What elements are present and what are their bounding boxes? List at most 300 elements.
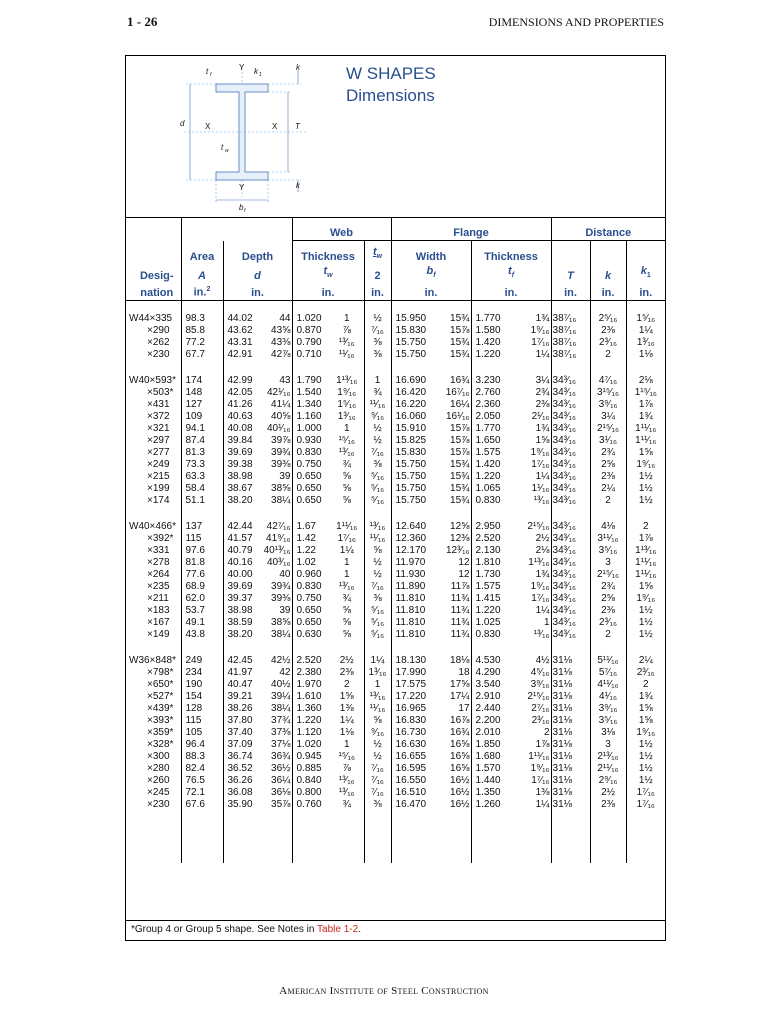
table-cell: 1	[364, 375, 391, 387]
table-cell: 38⁷⁄₁₆	[551, 325, 590, 337]
table-cell: 3⁵⁄₁₆	[590, 715, 626, 727]
svg-text:k: k	[296, 181, 300, 190]
table-cell: 1.120	[292, 727, 330, 739]
table-cell: 34³⁄₁₆	[551, 545, 590, 557]
table-cell: 1	[343, 313, 350, 325]
table-cell: 42.91	[223, 349, 259, 361]
table-cell: 11.810	[391, 605, 436, 617]
table-cell: 1¹¹⁄₁₆	[626, 435, 665, 447]
table-cell: 1¼	[535, 605, 550, 617]
table-cell: 1¼	[535, 799, 550, 811]
table-cell: ⅜	[364, 799, 391, 811]
table-cell: 34³⁄₁₆	[551, 435, 590, 447]
table-cell: 40.63	[223, 411, 259, 423]
table-cell: 31⅛	[551, 691, 590, 703]
table-cell: ½	[364, 435, 391, 447]
table-cell: 40	[279, 569, 291, 581]
table-cell: 16⅝	[450, 751, 470, 763]
table-cell: 1³⁄₁₆	[364, 667, 391, 679]
svg-text:t: t	[206, 67, 209, 76]
table-cell: 2⅛	[626, 375, 665, 387]
table-cell: 41.57	[223, 533, 259, 545]
table-cell: 3	[590, 739, 626, 751]
table-cell: 38¼	[271, 629, 291, 641]
table-cell: 1¹³⁄₁₆	[626, 545, 665, 557]
table-cell: ¹³⁄₁₆	[338, 581, 355, 593]
table-cell: 1³⁄₁₆	[337, 411, 356, 423]
table-cell: 43.8	[181, 629, 223, 641]
table-cell: 2⁹⁄₁₆	[590, 775, 626, 787]
svg-text:w: w	[225, 148, 229, 154]
table-cell: 3.540	[471, 679, 509, 691]
table-cell: ⅝	[342, 471, 351, 483]
table-cell: ×392*	[147, 533, 174, 545]
table-cell: 1⁹⁄₁₆	[626, 593, 665, 605]
table-cell: 1⁹⁄₁₆	[626, 727, 665, 739]
table-row	[126, 533, 665, 545]
table-cell: 2⅝	[590, 593, 626, 605]
table-cell: 49.1	[181, 617, 223, 629]
table-cell: 2⅜	[590, 325, 626, 337]
table-row	[126, 495, 665, 507]
table-cell: 31⅛	[551, 763, 590, 775]
table-cell: 34³⁄₁₆	[551, 483, 590, 495]
table-cell: 15.910	[391, 423, 436, 435]
table-cell: 42.99	[223, 375, 259, 387]
table-cell: 11.890	[391, 581, 436, 593]
table-cell: 128	[181, 703, 223, 715]
table-cell: 12.360	[391, 533, 436, 545]
table-cell: 36½	[271, 763, 291, 775]
table-cell: 38¼	[271, 703, 291, 715]
table-cell: ⅝	[342, 495, 351, 507]
table-cell: ⁷⁄₁₆	[364, 787, 391, 799]
table-cell: ¹³⁄₁₆	[338, 787, 355, 799]
table-cell: 1¹³⁄₁₆	[528, 557, 550, 569]
table-cell: 16⅝	[450, 739, 470, 751]
table-row	[126, 655, 665, 667]
table-cell: 4½	[535, 655, 550, 667]
table-cell: ⁹⁄₁₆	[364, 411, 391, 423]
table-cell: ×199	[147, 483, 170, 495]
table-cell: 34³⁄₁₆	[551, 533, 590, 545]
table-cell: 2⅛	[535, 545, 550, 557]
table-cell: 11¾	[450, 593, 470, 605]
table-cell: 1.790	[292, 375, 330, 387]
table-cell: ×321	[147, 423, 170, 435]
table-cell: 1⁹⁄₁₆	[337, 387, 357, 399]
table-cell: ⁵⁄₁₆	[364, 605, 391, 617]
table-cell: 16.550	[391, 775, 436, 787]
table-cell: 2.200	[471, 715, 509, 727]
table-cell: 31⅛	[551, 667, 590, 679]
table-cell: 16.690	[391, 375, 436, 387]
table-cell: 2³⁄₁₆	[531, 715, 550, 727]
table-cell: 40½	[271, 679, 291, 691]
table-cell: ¹³⁄₁₆	[533, 495, 550, 507]
table-cell: 1⅝	[535, 435, 550, 447]
table-cell: 115	[181, 533, 223, 545]
table-cell: 1⅝	[626, 447, 665, 459]
table-cell: ⅝	[342, 617, 351, 629]
table-cell: 36.74	[223, 751, 259, 763]
table-cell: 63.3	[181, 471, 223, 483]
table-cell: 41¼	[271, 399, 291, 411]
table-cell: ¹³⁄₁₆	[364, 521, 391, 533]
table-cell: 31⅛	[551, 715, 590, 727]
table-cell: ¾	[342, 459, 351, 471]
table-cell: 1⅜	[339, 703, 354, 715]
table-cell: 2.050	[471, 411, 509, 423]
table-cell: 42½	[271, 655, 291, 667]
table-cell: 4¹⁄₁₆	[590, 691, 626, 703]
table-cell: 0.945	[292, 751, 330, 763]
table-cell: 1.220	[471, 471, 509, 483]
table-cell: 34³⁄₁₆	[551, 459, 590, 471]
table-cell: 38⁷⁄₁₆	[551, 313, 590, 325]
table-cell: 16¹⁄₁₆	[445, 411, 470, 423]
table-cell: 0.840	[292, 775, 330, 787]
table-cell: 42⁷⁄₁₆	[266, 521, 291, 533]
table-cell: 34³⁄₁₆	[551, 605, 590, 617]
table-cell: 1.810	[471, 557, 509, 569]
table-cell: 1¾	[535, 423, 550, 435]
table-cell: ×297	[147, 435, 170, 447]
table-cell: 1	[343, 739, 350, 751]
table-cell: 1.020	[292, 739, 330, 751]
table-cell: 76.5	[181, 775, 223, 787]
table-cell: 0.750	[292, 593, 330, 605]
table-cell: 15.750	[391, 483, 436, 495]
table-cell: 36⅛	[271, 787, 291, 799]
table-cell: 40.00	[223, 569, 259, 581]
svg-text:f: f	[210, 72, 212, 78]
table-cell: 2½	[535, 533, 550, 545]
table-cell: 154	[181, 691, 223, 703]
table-cell: ¹⁵⁄₁₆	[338, 751, 356, 763]
table-cell: ½	[364, 313, 391, 325]
table-cell: 39¼	[271, 691, 291, 703]
table-cell: 16.655	[391, 751, 436, 763]
table-cell: 1.020	[292, 313, 330, 325]
svg-text:t: t	[221, 143, 224, 152]
table-cell: 36.08	[223, 787, 259, 799]
table-cell: 1.22	[292, 545, 330, 557]
table-cell: 2	[543, 727, 550, 739]
table-cell: 42.44	[223, 521, 259, 533]
table-cell: 1⁹⁄₁₆	[626, 459, 665, 471]
table-cell: 12.640	[391, 521, 436, 533]
table-cell: 11.970	[391, 557, 436, 569]
table-cell: ×211	[147, 593, 169, 605]
svg-text:1: 1	[259, 72, 262, 78]
table-cell: ⅝	[342, 483, 351, 495]
table-cell: 43.31	[223, 337, 259, 349]
table-cell: 2½	[590, 787, 626, 799]
table-cell: 34³⁄₁₆	[551, 629, 590, 641]
table-cell: 39⅜	[271, 593, 291, 605]
table-cell: 18	[458, 667, 470, 679]
svg-text:Y: Y	[239, 183, 245, 192]
table-cell: 1.440	[471, 775, 509, 787]
table-cell: 5⁷⁄₁₆	[590, 667, 626, 679]
table-cell: 87.4	[181, 435, 223, 447]
table-cell: 12⅜	[450, 533, 470, 545]
table-cell: 16.510	[391, 787, 436, 799]
table-cell: 68.9	[181, 581, 223, 593]
table-cell: 16½	[450, 775, 470, 787]
table-cell: 2⁷⁄₁₆	[531, 703, 550, 715]
table-cell: 2	[590, 349, 626, 361]
table-cell: 1	[364, 679, 391, 691]
table-row	[126, 375, 665, 387]
table-cell: 43.62	[223, 325, 259, 337]
table-cell: 31⅛	[551, 703, 590, 715]
table-cell: 0.830	[292, 581, 330, 593]
table-cell: 98.3	[181, 313, 223, 325]
table-cell: 42⅞	[271, 349, 291, 361]
table-cell: ¹³⁄₁₆	[533, 629, 550, 641]
table-row	[126, 349, 665, 361]
page-footer: American Institute of Steel Construction	[279, 985, 489, 997]
table-cell: W44×335	[129, 313, 173, 325]
table-cell: 1.540	[292, 387, 330, 399]
table-cell: 51.1	[181, 495, 223, 507]
table-cell: 15.825	[391, 435, 436, 447]
table-cell: 2⅝	[590, 459, 626, 471]
table-cell: 53.7	[181, 605, 223, 617]
table-cell: 3⁹⁄₁₆	[590, 399, 626, 411]
table-cell: 1.575	[471, 581, 509, 593]
table-cell: 1.420	[471, 337, 509, 349]
table-cell: ×235	[147, 581, 170, 593]
table-cell: 1⁷⁄₁₆	[531, 337, 550, 349]
figure-area	[126, 56, 665, 218]
svg-text:X: X	[205, 122, 211, 131]
table-cell: 39	[279, 471, 291, 483]
table-cell: 38.26	[223, 703, 259, 715]
table-cell: 37.40	[223, 727, 259, 739]
table-cell: 31⅛	[551, 679, 590, 691]
table-title: W SHAPES	[346, 64, 436, 83]
k-header: k	[604, 270, 612, 283]
table-cell: 0.960	[292, 569, 330, 581]
table-cell: 40³⁄₁₆	[266, 557, 291, 569]
table-cell: ¹³⁄₁₆	[338, 775, 355, 787]
table-cell: 1¾	[535, 569, 550, 581]
table-cell: 3¹⁄₁₆	[590, 435, 626, 447]
table-cell: 31⅛	[551, 739, 590, 751]
table-cell: 1½	[626, 495, 665, 507]
table-cell: 1.575	[471, 447, 509, 459]
table-cell: 0.650	[292, 483, 330, 495]
table-cell: 1¹¹⁄₁₆	[528, 751, 550, 763]
table-cell: ×328*	[147, 739, 174, 751]
table-cell: 11¾	[450, 629, 470, 641]
table-cell: ¹⁵⁄₁₆	[338, 435, 356, 447]
table-cell: 37¾	[271, 715, 291, 727]
table-cell: 36¼	[271, 775, 291, 787]
table-cell: 1½	[626, 605, 665, 617]
table-cell: 2⅜	[590, 471, 626, 483]
table-cell: 39.84	[223, 435, 259, 447]
table-cell: 1¼	[535, 471, 550, 483]
table-cell: 34³⁄₁₆	[551, 557, 590, 569]
table-cell: 15⅞	[450, 325, 470, 337]
table-cell: 12	[458, 569, 470, 581]
table-cell: ×290	[147, 325, 170, 337]
designation-header-1: Desig-	[139, 270, 174, 283]
table-row	[126, 763, 665, 775]
table-cell: 2.360	[471, 399, 509, 411]
table-cell: 62.0	[181, 593, 223, 605]
table-cell: ⅝	[364, 545, 391, 557]
table-cell: 2.950	[471, 521, 509, 533]
table-cell: 38.98	[223, 471, 259, 483]
table-cell: ×431	[147, 399, 170, 411]
table-cell: 1⁹⁄₁₆	[530, 325, 550, 337]
table-cell: 43⅜	[271, 337, 291, 349]
table-cell: 15.950	[391, 313, 436, 325]
table-cell: 0.650	[292, 495, 330, 507]
table-cell: 16.220	[391, 399, 436, 411]
table-cell: 2⅜	[590, 605, 626, 617]
svg-text:d: d	[180, 119, 185, 128]
table-cell: 34³⁄₁₆	[551, 593, 590, 605]
table-cell: 4⅛	[590, 521, 626, 533]
table-cell: 34³⁄₁₆	[551, 495, 590, 507]
table-cell: 1.42	[292, 533, 330, 545]
table-cell: ×527*	[147, 691, 174, 703]
table-cell: ¹¹⁄₁₆	[364, 399, 391, 411]
table-cell: 0.760	[292, 799, 330, 811]
flange-thickness-header: Thickness	[484, 251, 538, 264]
section-title: DIMENSIONS AND PROPERTIES	[488, 15, 664, 29]
table-cell: 1.67	[292, 521, 330, 533]
table-cell: 105	[181, 727, 223, 739]
table-cell: 0.750	[292, 459, 330, 471]
table-cell: 34³⁄₁₆	[551, 569, 590, 581]
table-cell: ⁷⁄₁₆	[364, 581, 391, 593]
table-cell: 67.7	[181, 349, 223, 361]
table-cell: 34³⁄₁₆	[551, 423, 590, 435]
table-cell: 37⅛	[271, 739, 291, 751]
table-cell: 115	[181, 715, 223, 727]
table-cell: 234	[181, 667, 223, 679]
table-cell: 3⁹⁄₁₆	[530, 679, 550, 691]
table-cell: 15¾	[450, 471, 470, 483]
table-cell: 1⅝	[626, 703, 665, 715]
table-cell: 1.850	[471, 739, 509, 751]
table-cell: 1¾	[626, 691, 665, 703]
table-cell: 2.760	[471, 387, 509, 399]
table-cell: 11.810	[391, 593, 436, 605]
table-cell: 109	[181, 411, 223, 423]
table-row	[126, 799, 665, 811]
table-cell: 4⁵⁄₁₆	[530, 667, 550, 679]
table-cell: ¾	[342, 799, 351, 811]
table-cell: 3¹⁵⁄₁₆	[590, 387, 626, 399]
table-cell: 1.220	[471, 605, 509, 617]
table-cell: ⅝	[342, 629, 351, 641]
table-cell: 0.710	[292, 349, 330, 361]
table-cell: 38⅝	[271, 483, 291, 495]
table-cell: 15¾	[450, 313, 470, 325]
area-header: Area	[189, 251, 215, 264]
table-cell: 15.830	[391, 447, 436, 459]
distance-group-header: Distance	[551, 218, 665, 241]
footnote: *Group 4 or Group 5 shape. See Notes in Table 1-2.	[126, 920, 665, 940]
table-cell: 1⅜	[535, 787, 550, 799]
table-cell: ×650*	[147, 679, 174, 691]
table-cell: 1¼	[626, 325, 665, 337]
table-cell: 1⅞	[626, 533, 665, 545]
table-cell: 1	[343, 557, 350, 569]
table-cell: 1.570	[471, 763, 509, 775]
table-cell: 40¹⁄₁₆	[266, 423, 291, 435]
table-row	[126, 399, 665, 411]
table-cell: ⅜	[364, 349, 391, 361]
table-cell: ⁷⁄₁₆	[364, 775, 391, 787]
table-cell: 1⁹⁄₁₆	[530, 447, 550, 459]
table-cell: ×372	[147, 411, 170, 423]
flange-width-header: Width	[415, 251, 447, 264]
k1-header: k	[640, 265, 647, 278]
table-cell: ⅞	[342, 763, 351, 775]
table-cell: 73.3	[181, 459, 223, 471]
table-cell: 38⅝	[271, 617, 291, 629]
designation-header-2: nation	[126, 283, 181, 300]
table-cell: 1½	[626, 617, 665, 629]
table-cell: 31⅛	[551, 787, 590, 799]
table-cell: 2.010	[471, 727, 509, 739]
table-cell: 35⅞	[271, 799, 291, 811]
table-cell: 2	[343, 679, 350, 691]
table-1-2-link[interactable]: Table 1-2	[317, 924, 359, 935]
table-cell: 58.4	[181, 483, 223, 495]
table-cell: 43⅝	[271, 325, 291, 337]
table-cell: 40¹³⁄₁₆	[263, 545, 291, 557]
table-cell: 34³⁄₁₆	[551, 375, 590, 387]
table-cell: 85.8	[181, 325, 223, 337]
table-cell: 35.90	[223, 799, 259, 811]
table-cell: 5¹¹⁄₁₆	[590, 655, 626, 667]
table-cell: 1.065	[471, 483, 509, 495]
table-cell: 12	[458, 557, 470, 569]
table-cell: 77.6	[181, 569, 223, 581]
table-cell: 2¹⁵⁄₁₆	[527, 521, 550, 533]
table-row	[126, 459, 665, 471]
table-cell: 16.630	[391, 739, 436, 751]
table-cell: 1⁷⁄₁₆	[626, 799, 665, 811]
table-cell: 2⁵⁄₁₆	[590, 313, 626, 325]
table-cell: ×503*	[147, 387, 174, 399]
table-cell: 40⅝	[271, 411, 291, 423]
table-cell: 3⁵⁄₁₆	[590, 545, 626, 557]
table-cell: 1⁵⁄₁₆	[626, 313, 665, 325]
table-row	[126, 691, 665, 703]
table-cell: 34³⁄₁₆	[551, 521, 590, 533]
table-cell: 4.530	[471, 655, 509, 667]
table-cell: 1¹¹⁄₁₆	[626, 569, 665, 581]
table-cell: ½	[364, 739, 391, 751]
table-cell: 15.830	[391, 325, 436, 337]
table-cell: 0.830	[471, 629, 509, 641]
svg-text:Y: Y	[239, 63, 245, 72]
table-cell: 3¼	[535, 375, 550, 387]
table-cell: 39¾	[271, 447, 291, 459]
table-cell: 174	[181, 375, 223, 387]
